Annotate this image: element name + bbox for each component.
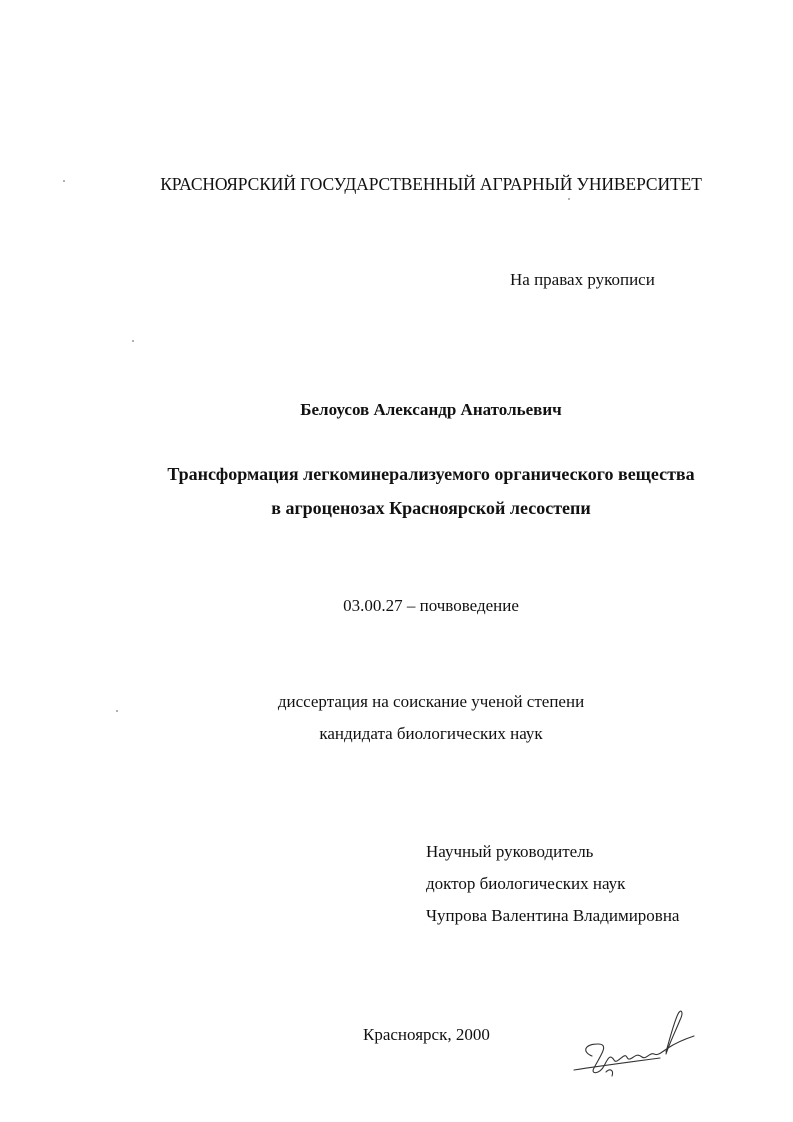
signature-stroke-underline [574, 1058, 660, 1070]
signature-stroke-tick [606, 1070, 613, 1076]
university-name: КРАСНОЯРСКИЙ ГОСУДАРСТВЕННЫЙ АГРАРНЫЙ УНИВЕРСИТЕТ [160, 174, 702, 194]
degree-line-2: кандидата биологических наук [319, 724, 543, 743]
signature-stroke-main [586, 1036, 694, 1073]
scan-speck [132, 340, 134, 342]
city-year: Красноярск, 2000 [363, 1025, 490, 1044]
dissertation-title-line-1: Трансформация легкоминерализуемого органического вещества [167, 464, 695, 484]
scan-speck [116, 710, 118, 712]
dissertation-title-line-2: в агроценозах Красноярской лесостепи [271, 498, 591, 518]
manuscript-rights-note: На правах рукописи [510, 270, 655, 289]
handwritten-signature-icon [570, 1008, 700, 1083]
supervisor-degree: доктор биологических наук [426, 874, 626, 893]
author-name: Белоусов Александр Анатольевич [300, 400, 562, 419]
supervisor-label: Научный руководитель [426, 842, 594, 861]
scan-speck [568, 198, 570, 200]
supervisor-name: Чупрова Валентина Владимировна [426, 906, 680, 925]
scan-speck [63, 180, 65, 182]
signature-stroke-loop [666, 1011, 682, 1054]
specialty-code: 03.00.27 – почвоведение [343, 596, 519, 615]
degree-line-1: диссертация на соискание ученой степени [277, 692, 585, 711]
